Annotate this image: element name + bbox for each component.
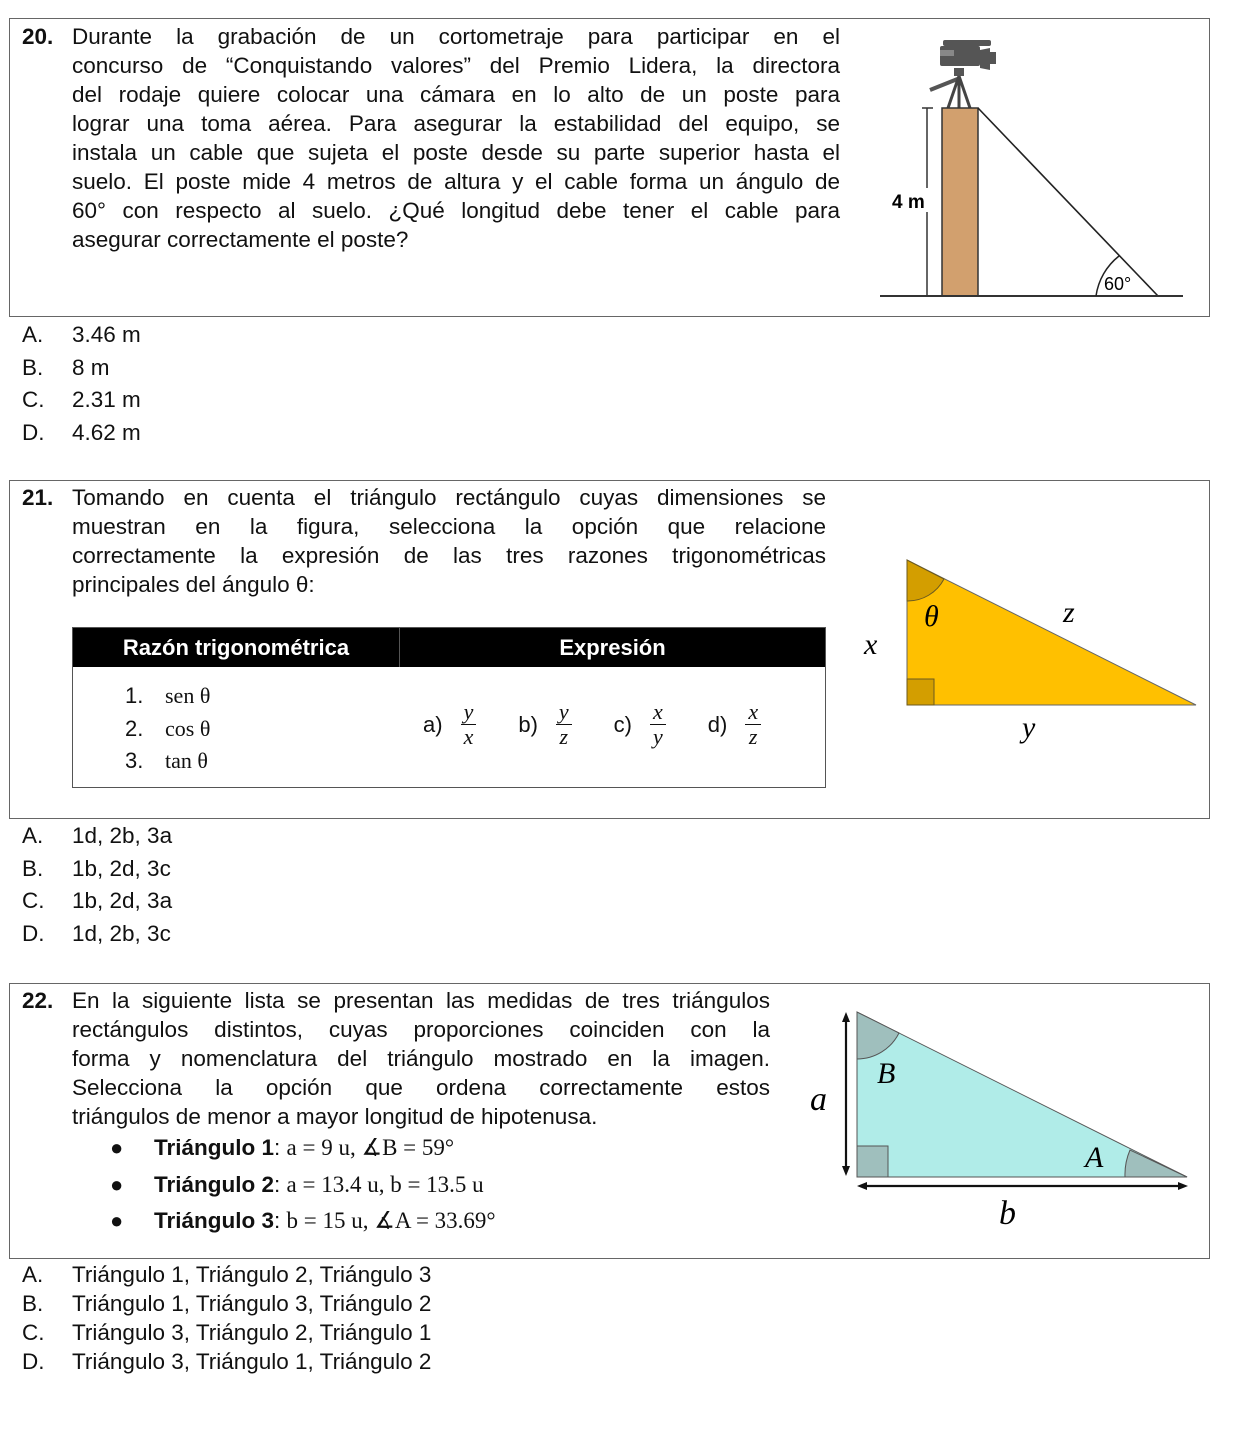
video-camera-icon <box>930 40 996 90</box>
question-21-text: 21. Tomando en cuenta el triángulo rectángulo cuyas dimensiones se muestran en la figura, selecciona la opción que relacione correctamente la expresión de las tres razones trigonométricas principales del ángulo θ: <box>22 485 826 597</box>
option-a[interactable]: A. Triángulo 1, Triángulo 2, Triángulo 3 <box>22 1262 432 1287</box>
option-d[interactable]: D. 4.62 m <box>22 419 141 445</box>
x-label: x <box>864 628 878 661</box>
table-header <box>73 628 825 667</box>
question-number: 21. <box>22 485 54 510</box>
height-label: 4 m <box>892 192 925 213</box>
ratio-list <box>125 680 210 778</box>
option-a[interactable]: A. 1d, 2b, 3a <box>22 823 173 848</box>
option-b[interactable]: B. Triángulo 1, Triángulo 3, Triángulo 2 <box>22 1291 432 1316</box>
option-c[interactable]: C. Triángulo 3, Triángulo 2, Triángulo 1 <box>22 1320 432 1345</box>
question-number: 20. <box>22 24 54 49</box>
question-21-options <box>22 820 172 950</box>
B-label: B <box>877 1057 896 1090</box>
triangle-list <box>110 1130 496 1240</box>
pole <box>942 108 978 296</box>
y-label: y <box>1022 711 1036 744</box>
ratio-item: 3. tan θ <box>125 748 208 773</box>
b-label: b <box>999 1195 1016 1232</box>
triangle-item: ● Triángulo 3: b = 15 u, ∡A = 33.69° <box>110 1208 496 1233</box>
option-c[interactable]: C. 2.31 m <box>22 387 141 412</box>
expression-item: c) $\frac{x}{y}$ <box>614 700 666 749</box>
expression-list <box>423 700 761 749</box>
header-expression: Expresión <box>559 634 666 660</box>
question-20-options <box>22 319 141 449</box>
triangle-item: ● Triángulo 1: a = 9 u, ∡B = 59° <box>110 1135 455 1160</box>
ratio-item: 1. sen θ <box>125 683 211 708</box>
cable <box>978 108 1158 296</box>
header-ratio: Razón trigonométrica <box>73 628 400 667</box>
ratio-item: 2. cos θ <box>125 715 211 741</box>
question-22-options <box>22 1260 431 1376</box>
option-b[interactable]: B. 1b, 2d, 3c <box>22 855 171 881</box>
angle-label: 60° <box>1104 274 1132 294</box>
theta-label: θ <box>924 600 939 633</box>
expression-item: a) $\frac{y}{x}$ <box>423 700 476 749</box>
option-d[interactable]: D. Triángulo 3, Triángulo 1, Triángulo 2 <box>22 1349 432 1374</box>
question-20-text: 20. Durante la grabación de un cortometraje para participar en el concurso de “Conquistando valores” del Premio Lidera, la directora del rodaje quiere colocar una cámara en lo alto de un poste para lograr una toma aérea. Para asegurar la estabilidad del equipo, se instala un cable que sujeta el poste desde su parte superior hasta el suelo. El poste mide 4 metros de altura y el cable forma un ángulo de 60° con respecto al suelo. ¿Qué longitud debe tener el cable para asegurar correctamente el poste? <box>22 24 840 252</box>
expression-item: d) $\frac{x}{z}$ <box>708 700 761 749</box>
triangle-item: ● Triángulo 2: a = 13.4 u, b = 13.5 u <box>110 1171 484 1197</box>
z-label: z <box>1063 596 1075 629</box>
option-b[interactable]: B. 8 m <box>22 354 110 380</box>
question-22-text: 22. En la siguiente lista se presentan las medidas de tres triángulos rectángulos distintos, cuyas proporciones coinciden con la forma y nomenclatura del triángulo mostrado en la imagen. Selecciona la opción que ordena correctamente estos triángulos de menor a mayor longitud de hipotenusa. <box>22 988 770 1129</box>
option-a[interactable]: A. 3.46 m <box>22 322 141 347</box>
pole-camera-diagram <box>870 20 1210 310</box>
option-c[interactable]: C. 1b, 2d, 3a <box>22 888 173 913</box>
trig-ratio-table <box>72 627 826 788</box>
expression-item: b) $\frac{y}{z}$ <box>518 700 571 749</box>
option-d[interactable]: D. 1d, 2b, 3c <box>22 920 171 946</box>
A-label: A <box>1085 1141 1104 1174</box>
a-label: a <box>810 1081 827 1118</box>
cyan-right-triangle-diagram <box>780 1000 1210 1240</box>
yellow-right-triangle-diagram <box>840 550 1210 760</box>
question-number: 22. <box>22 988 54 1013</box>
